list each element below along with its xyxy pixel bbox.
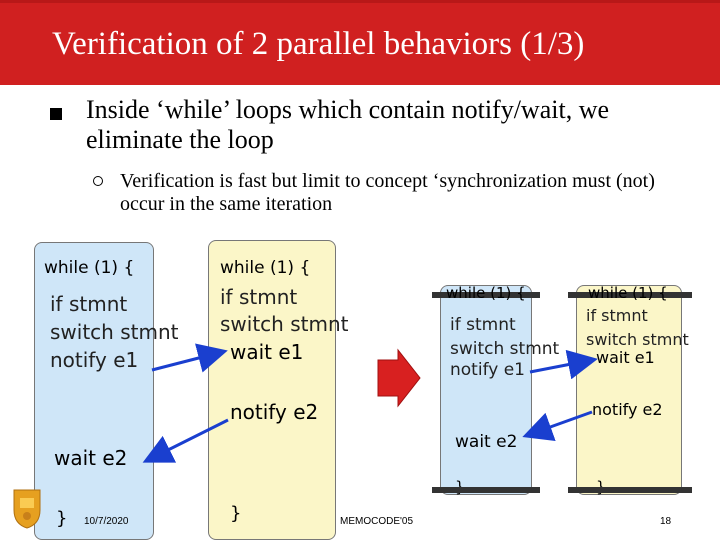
- original-left-notify: notify e1: [50, 348, 139, 372]
- original-left-wait: wait e2: [54, 446, 128, 470]
- transformed-left-switch: switch stmnt: [450, 339, 560, 359]
- transformed-right-while: while (1) {: [588, 284, 668, 302]
- transformed-right-wait: wait e1: [596, 348, 655, 367]
- transformed-left-wait: wait e2: [455, 432, 518, 452]
- transformed-left-notify: notify e1: [450, 360, 525, 380]
- sync-arrow-e2-transformed: [528, 412, 592, 435]
- sync-arrow-e1-original: [152, 352, 222, 370]
- institution-logo-icon: [10, 484, 44, 530]
- transform-arrow-icon: [378, 350, 420, 406]
- footer-date: 10/7/2020: [84, 516, 129, 527]
- slide-number: 18: [660, 516, 672, 527]
- original-right-notify: notify e2: [230, 400, 319, 424]
- bullet-level2-text: Verification is fast but limit to concept ‘synchronization must (not) occur in the same iteration: [120, 170, 655, 215]
- original-left-while: while (1) {: [44, 258, 135, 278]
- transformed-left-if: if stmnt: [450, 315, 516, 335]
- bullet-level1-text: Inside ‘while’ loops which contain notify/wait, we eliminate the loop: [86, 95, 610, 154]
- original-left-close: }: [56, 508, 68, 529]
- sync-arrow-e1-transformed: [530, 360, 592, 372]
- footer-venue: MEMOCODE'05: [340, 516, 414, 527]
- original-right-wait: wait e1: [230, 340, 304, 364]
- transformed-right-switch: switch stmnt: [586, 330, 689, 349]
- original-left-switch: switch stmnt: [50, 320, 179, 344]
- slide-title: Verification of 2 parallel behaviors (1/3): [52, 26, 585, 62]
- original-right-close: }: [230, 503, 242, 524]
- original-right-switch: switch stmnt: [220, 312, 349, 336]
- original-right-if: if stmnt: [220, 285, 298, 309]
- transformed-right-notify: notify e2: [592, 400, 663, 419]
- original-right-while: while (1) {: [220, 258, 311, 278]
- transformed-left-while: while (1) {: [446, 284, 526, 302]
- transformed-right-if: if stmnt: [586, 306, 648, 325]
- original-left-if: if stmnt: [50, 292, 128, 316]
- sync-arrow-e2-original: [148, 420, 228, 460]
